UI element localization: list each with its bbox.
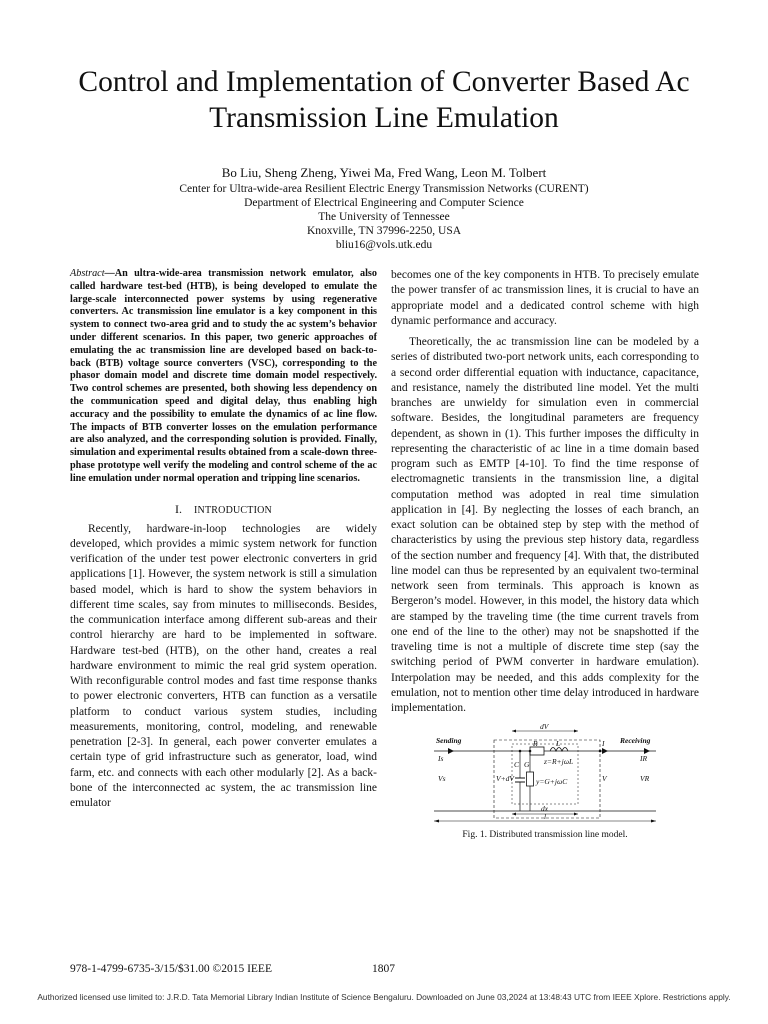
label-v-plus-dv: V+dV — [496, 774, 514, 783]
resistor-symbol — [530, 747, 544, 755]
footer-isbn: 978-1-4799-6735-3/15/$31.00 ©2015 IEEE — [70, 963, 272, 975]
label-sending: Sending — [436, 736, 462, 745]
figure-caption: Fig. 1. Distributed transmission line model. — [462, 830, 628, 840]
affiliation-center: Center for Ultra-wide-area Resilient Electric Energy Transmission Networks (CURENT) — [179, 183, 589, 195]
conductance-symbol — [527, 772, 534, 786]
inductor-symbol — [550, 748, 568, 752]
author-email: bliu16@vols.utk.edu — [335, 239, 433, 251]
label-dx: dx — [541, 804, 549, 813]
affiliation-block — [20, 182, 748, 252]
label-l-length: l — [544, 812, 547, 821]
label-v: V — [602, 774, 607, 783]
figure-transmission-line-model — [426, 722, 664, 824]
section-number: I. — [175, 501, 183, 516]
label-i: I — [602, 739, 605, 748]
right-paragraph-1: becomes one of the key components in HTB. To precisely emulate the power transfer of ac transmission lines, it is crucial to have an appropriate model and a dedicated control scheme with high dynamic performance and accuracy. — [391, 269, 699, 327]
label-z: z=R+jωL — [544, 757, 574, 766]
title-line-1: Control and Implementation of Converter Based Ac — [78, 66, 690, 98]
affiliation-address: Knoxville, TN 37996-2250, USA — [306, 225, 462, 237]
title-line-2: Transmission Line Emulation — [209, 102, 559, 134]
label-is: Is — [438, 754, 444, 763]
inner-box — [512, 744, 578, 804]
right-paragraph-2: Theoretically, the ac transmission line can be modeled by a series of distributed two-port network units, each corresponding to a second order differential equation with inductance, capacitance, and resistance, namely the distributed line model. Yet the multi branches are unwieldy for simulation even in commercial software. Besides, the longitudinal parameters are frequency dependent, as shown in (1). This further imposes the difficulty in representing the characteristic of ac line in a time domain based program such as EMTP [4-10]. To find the time response of electromagnetic transients in the transmission line, a digital computation method was adopted in real time simulation application in [4]. By neglecting the losses of each branch, an exact solution can be obtained step by step with the method of characteristics by using the previous step history data, regardless of the section number and frequency [4]. With that, the distributed line model can thus be represented by an equivalent two-terminal network seen from terminals. This approach is known as Bergeron’s model. However, in this model, the history data which are stamped by the traveling time (the time current travels from one end of the line to the other) may not be snapshotted if the traveling time is not a multiple of discrete time step (say the switching period of PWM converter in hardware emulation). Interpolation may be needed, and this adds complexity for the emulation, not to mention other time delay introduced in hardware implementation. — [391, 336, 699, 714]
paper-title — [20, 64, 748, 136]
label-receiving: Receiving — [620, 736, 651, 745]
label-vr: VR — [640, 774, 650, 783]
abstract-label: Abstract — [70, 268, 105, 279]
intro-paragraph-1: Recently, hardware-in-loop technologies are widely developed, which provides a mimic system network for function verification of the under test power electronic converters in grid applications [1]. However, the system network is still a simulation based model, which is hard to show the system behaviors in different time scales, say from minutes to milliseconds. Besides, the communication interface among different sub-areas and their control hierarchy are hard to be implemented in software. Hardware test-bed (HTB), on the other hand, creates a real hardware environment to mimic the real grid system operation. With reconfigurable control modes and fast time response thanks to power electronic converters, HTB can function as a versatile platform to conduct various system studies, including measurements, monitoring, control, modeling, and renewable penetration [2-3]. In general, each power converter emulates a certain type of grid infrastructure such as generator, load, wind farm, etc. and connects with each other modularly [2]. As a back-bone of the interconnected ac system, the ac transmission line emulator — [70, 522, 377, 810]
author-list: Bo Liu, Sheng Zheng, Yiwei Ma, Fred Wang, Leon M. Tolbert — [221, 165, 547, 180]
label-ir: IR — [640, 754, 648, 763]
label-r: R — [533, 739, 538, 748]
license-notice: Authorized licensed use limited to: J.R.D. Tata Memorial Library Indian Institute of Science Bengaluru. Downloaded on June 03,2024 at 13:48:43 UTC from IEEE Xplore. Restrictions apply. — [37, 992, 731, 1002]
section-heading-introduction — [70, 502, 377, 518]
label-dv: dV — [540, 722, 549, 731]
page-number: 1807 — [372, 963, 395, 975]
right-column — [391, 268, 699, 716]
label-c: C — [514, 760, 520, 769]
label-l: L — [556, 739, 561, 748]
left-column — [70, 268, 377, 811]
label-g: G — [524, 760, 530, 769]
affiliation-university: The University of Tennessee — [318, 211, 450, 223]
label-vs: Vs — [438, 774, 446, 783]
line-current-arrow — [602, 748, 608, 754]
abstract — [70, 268, 377, 486]
section-title: INTRODUCTION — [194, 504, 272, 516]
affiliation-department: Department of Electrical Engineering and Computer Science — [244, 197, 524, 209]
transmission-line-diagram — [426, 722, 664, 824]
abstract-text: —An ultra-wide-area transmission network emulator, also called hardware test-bed (HTB), is being developed to emulate the large-scale interconnected power systems by using regenerative converters. Ac transmission line emulator is a key component in this system to connect two-area grid and to study the ac system’s behavior under different scenarios. In this paper, two generic approaches of emulating the ac transmission line are developed based on back-to-back (BTB) voltage source converters (VSC), corresponding to the phasor domain model and discrete time domain model respectively. Two control schemes are presented, both showing less dependency on the communication speed and digital delay, thus enabling high accuracy and the possibility to emulate the dynamics of ac line flow. The impacts of BTB converter losses on the emulation performance are also analyzed, and the corresponding solution is provided. Finally, simulation and experimental results obtained from a scale-down three-phase prototype well verify the modeling and control scheme of the ac line emulation under normal operation and tripping line scenarios. — [70, 268, 377, 484]
label-y: y=G+jωC — [536, 777, 568, 786]
sending-current-arrow — [448, 748, 454, 754]
